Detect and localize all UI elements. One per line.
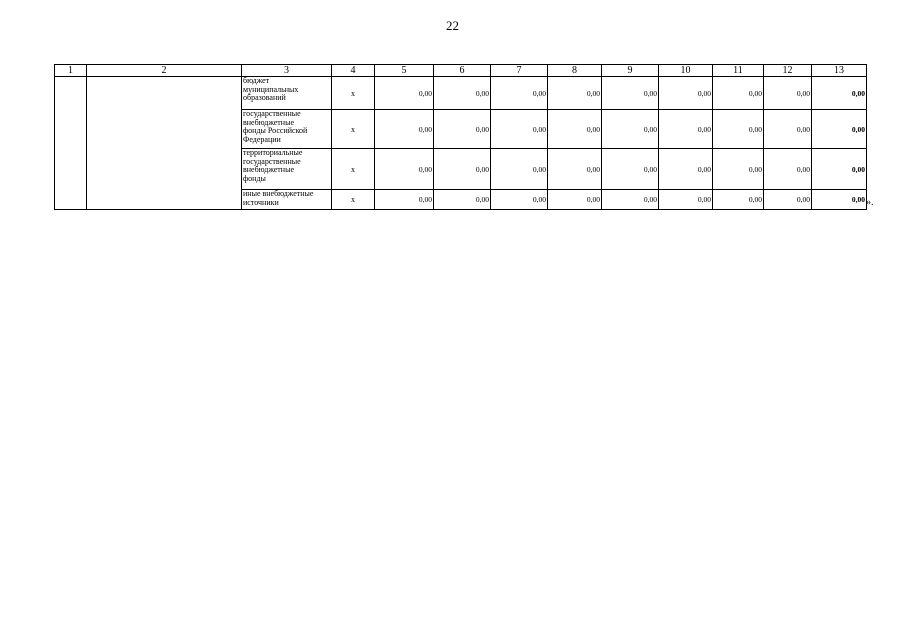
- value-cell: 0,00: [375, 77, 434, 110]
- blank-cell-col1: [55, 77, 87, 210]
- source-line: государственные: [243, 109, 301, 118]
- value-cell: 0,00: [434, 190, 491, 210]
- mark-cell: x: [332, 77, 375, 110]
- source-line: территориальные: [243, 148, 303, 157]
- value-cell: 0,00: [764, 77, 812, 110]
- source-line: государственные: [243, 156, 301, 166]
- budget-table-wrapper: [54, 64, 867, 210]
- value-cell: 0,00: [764, 190, 812, 210]
- value-cell: 0,00: [491, 77, 548, 110]
- source-line: Федерации: [243, 134, 281, 144]
- funding-source-cell: [242, 190, 332, 210]
- value-cell: 0,00: [602, 190, 659, 210]
- value-cell: 0,00: [659, 110, 713, 149]
- value-cell: 0,00: [713, 149, 764, 190]
- value-cell: 0,00: [375, 190, 434, 210]
- total-cell: 0,00: [812, 149, 867, 190]
- column-header: 10: [659, 65, 713, 77]
- column-header: 2: [87, 65, 242, 77]
- mark-cell: x: [332, 110, 375, 149]
- mark-cell: x: [332, 190, 375, 210]
- source-line: фонды: [243, 173, 266, 183]
- table-row: [55, 77, 867, 110]
- value-cell: 0,00: [659, 190, 713, 210]
- value-cell: 0,00: [548, 149, 602, 190]
- source-line: иные внебюджетные: [243, 189, 314, 198]
- source-line: внебюджетные: [243, 165, 294, 174]
- value-cell: 0,00: [548, 190, 602, 210]
- column-header: 12: [764, 65, 812, 77]
- value-cell: 0,00: [713, 110, 764, 149]
- page-number: 22: [446, 18, 459, 33]
- value-cell: 0,00: [602, 77, 659, 110]
- column-header: 9: [602, 65, 659, 77]
- value-cell: 0,00: [491, 190, 548, 210]
- column-header: 5: [375, 65, 434, 77]
- total-cell: 0,00: [812, 110, 867, 149]
- source-line: источники: [243, 197, 279, 207]
- source-line: бюджет: [243, 76, 270, 85]
- column-header: 4: [332, 65, 375, 77]
- closing-quote-mark: ».: [866, 197, 874, 208]
- value-cell: 0,00: [491, 110, 548, 149]
- column-header: 1: [55, 65, 87, 77]
- value-cell: 0,00: [713, 190, 764, 210]
- column-header: 13: [812, 65, 867, 77]
- column-header: 3: [242, 65, 332, 77]
- value-cell: 0,00: [548, 77, 602, 110]
- total-cell: 0,00: [812, 77, 867, 110]
- budget-table: [54, 64, 867, 210]
- value-cell: 0,00: [659, 77, 713, 110]
- source-line: внебюджетные: [243, 117, 294, 127]
- value-cell: 0,00: [602, 110, 659, 149]
- value-cell: 0,00: [602, 149, 659, 190]
- value-cell: 0,00: [548, 110, 602, 149]
- value-cell: 0,00: [491, 149, 548, 190]
- funding-source-cell: [242, 77, 332, 110]
- blank-cell-col2: [87, 77, 242, 210]
- column-header: 6: [434, 65, 491, 77]
- column-header: 7: [491, 65, 548, 77]
- value-cell: 0,00: [764, 110, 812, 149]
- value-cell: 0,00: [375, 110, 434, 149]
- source-line: образований: [243, 93, 286, 102]
- funding-source-cell: [242, 149, 332, 190]
- column-numbers-row: [55, 65, 867, 77]
- value-cell: 0,00: [713, 77, 764, 110]
- source-line: фонды Российской: [243, 126, 308, 135]
- value-cell: 0,00: [659, 149, 713, 190]
- source-line: муниципальных: [243, 84, 299, 94]
- total-cell: 0,00: [812, 190, 867, 210]
- mark-cell: x: [332, 149, 375, 190]
- column-header: 11: [713, 65, 764, 77]
- value-cell: 0,00: [375, 149, 434, 190]
- column-header: 8: [548, 65, 602, 77]
- value-cell: 0,00: [434, 110, 491, 149]
- funding-source-cell: [242, 110, 332, 149]
- value-cell: 0,00: [434, 77, 491, 110]
- value-cell: 0,00: [764, 149, 812, 190]
- value-cell: 0,00: [434, 149, 491, 190]
